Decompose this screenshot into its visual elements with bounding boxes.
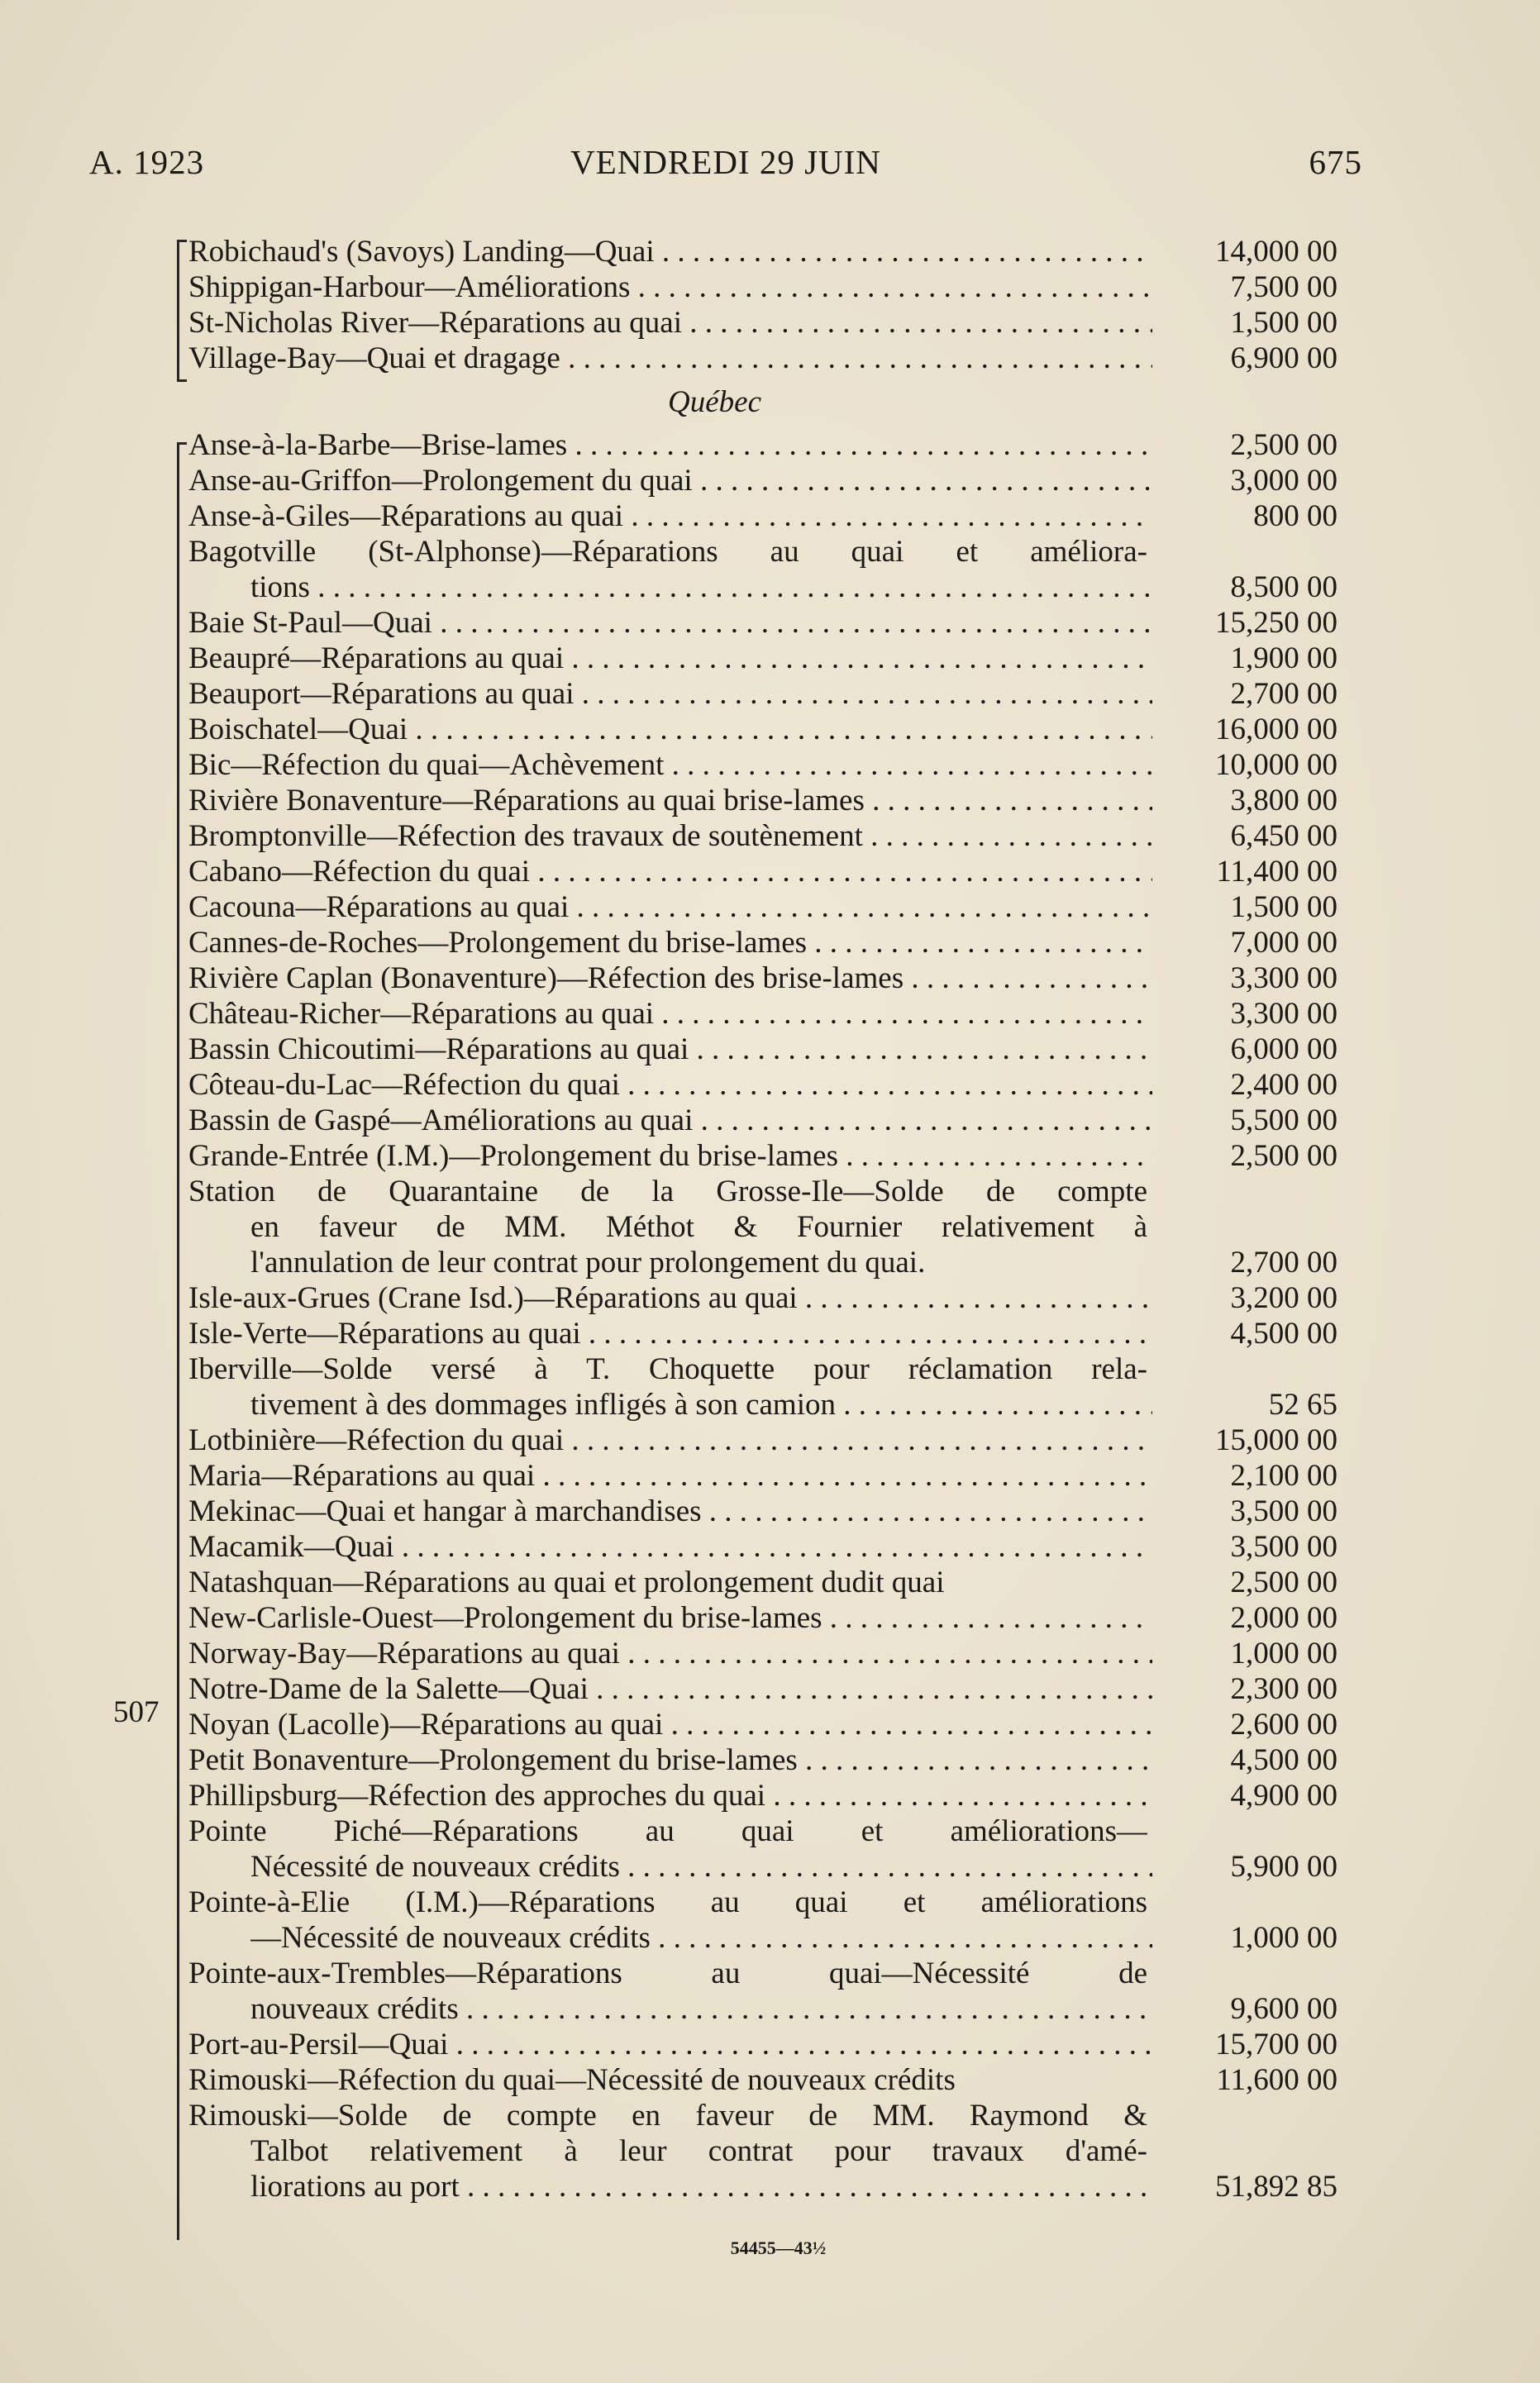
section-heading: Québec [668,385,761,419]
entry-amount: 51,892 85 [1215,2170,1337,2204]
entry-description: Bassin de Gaspé—Améliorations au quai . . . [188,1103,1152,1138]
entry-description: tivement à des dommages infligés à son camion . . . [250,1387,1152,1423]
entry-description: liorations au port . . . [250,2169,1152,2204]
entry-description: Château-Richer—Réparations au quai . . . [188,996,1152,1032]
entry-description: Pointe-à-Elie (I.M.)—Réparations au quai et améliorations [188,1885,1147,1919]
entry-row [180,341,1354,376]
entry-description: l'annulation de leur contrat pour prolongement du quai. [250,1246,926,1280]
entry-amount: 2,300 00 [1230,1672,1337,1706]
entry-amount: 15,250 00 [1215,606,1337,640]
entry-amount: 4,500 00 [1230,1317,1337,1351]
entry-amount: 2,500 00 [1230,428,1337,462]
entry-row [180,1280,1354,1316]
entry-description: Noyan (Lacolle)—Réparations au quai . . . [188,1707,1152,1742]
entry-description: Cabano—Réfection du quai . . . [188,854,1152,889]
entry-row [180,1423,1354,1458]
entry-description: Shippigan-Harbour—Améliorations . . . [188,269,1152,305]
entry-row [180,2027,1354,2062]
entry-row [180,605,1354,641]
entry-row [180,1778,1354,1813]
entry-amount: 11,600 00 [1216,2063,1337,2097]
entry-description: Pointe-aux-Trembles—Réparations au quai—Nécessité de [188,1956,1147,1990]
entry-amount: 14,000 00 [1215,235,1337,269]
bracket-top [177,240,179,382]
entry-description: Natashquan—Réparations au quai et prolongement dudit quai [188,1566,945,1599]
entry-description: Mekinac—Quai et hangar à marchandises . . . [188,1494,1152,1529]
footer-code: 54455—43½ [730,2238,827,2258]
entry-description: Beauport—Réparations au quai . . . [188,676,1152,712]
entry-row [180,1671,1354,1707]
entry-amount: 10,000 00 [1215,748,1337,782]
entry-description: Grande-Entrée (I.M.)—Prolongement du brise-lames . . . [188,1138,1152,1174]
entry-row [180,854,1354,889]
entry-description: Boischatel—Quai . . . [188,712,1152,747]
entry-amount: 3,500 00 [1230,1494,1337,1528]
entry-description: —Nécessité de nouveaux crédits . . . [250,1920,1152,1956]
bracket-main [177,442,179,2240]
entry-amount: 1,500 00 [1230,890,1337,924]
entry-description: Anse-à-Giles—Réparations au quai . . . [188,498,1152,534]
entry-amount: 3,200 00 [1230,1281,1337,1315]
entry-description: en faveur de MM. Méthot & Fournier relativement à [250,1210,1147,1244]
entry-amount: 6,900 00 [1230,341,1337,375]
entry-row [180,747,1354,783]
entry-amount: 2,500 00 [1230,1139,1337,1173]
entry-description: Baie St-Paul—Quai . . . [188,605,1152,641]
entry-amount: 2,000 00 [1230,1601,1337,1635]
entry-description: Pointe Piché—Réparations au quai et améliorations— [188,1814,1147,1848]
entry-amount: 6,450 00 [1230,819,1337,853]
entry-description: nouveaux crédits . . . [250,1991,1152,2027]
entry-row [180,1494,1354,1529]
entry-description: Beaupré—Réparations au quai . . . [188,641,1152,676]
entry-amount: 5,500 00 [1230,1103,1337,1137]
entry-row [180,1920,1354,1956]
entry-amount: 15,700 00 [1215,2028,1337,2061]
entry-row [180,1138,1354,1174]
entry-row [180,2062,1354,2098]
entry-description: Rimouski—Solde de compte en faveur de MM. Raymond & [188,2099,1147,2133]
entry-description: Maria—Réparations au quai . . . [188,1458,1152,1494]
entry-description: Cannes-de-Roches—Prolongement du brise-lames . . . [188,925,1152,960]
entry-row [180,1103,1354,1138]
entry-description: Petit Bonaventure—Prolongement du brise-lames . . . [188,1742,1152,1778]
entry-amount: 2,400 00 [1230,1068,1337,1102]
entry-row [180,1742,1354,1778]
entry-row [180,1991,1354,2027]
entry-amount: 52 65 [1268,1388,1337,1422]
entry-amount: 5,900 00 [1230,1850,1337,1884]
entry-description: Station de Quarantaine de la Grosse-Ile—Solde de compte [188,1175,1147,1208]
entry-row [180,1387,1354,1423]
entry-description: Bic—Réfection du quai—Achèvement . . . [188,747,1152,783]
entry-amount: 800 00 [1253,499,1337,533]
entry-description: New-Carlisle-Ouest—Prolongement du brise-lames . . . [188,1600,1152,1636]
entry-row [180,463,1354,498]
entry-row [180,1600,1354,1636]
entry-row [180,570,1354,605]
entry-amount: 7,000 00 [1230,926,1337,960]
entry-row [180,996,1354,1032]
entry-row [180,2098,1354,2133]
appropriation-list [180,234,1354,2204]
entry-amount: 3,300 00 [1230,997,1337,1031]
entry-description: Notre-Dame de la Salette—Quai . . . [188,1671,1152,1707]
entry-row [180,427,1354,463]
entry-amount: 11,400 00 [1216,855,1337,889]
entry-row [180,960,1354,996]
entry-amount: 15,000 00 [1215,1423,1337,1457]
page-header [89,142,1362,188]
entry-row [180,498,1354,534]
entry-amount: 2,500 00 [1230,1566,1337,1599]
entry-row [180,1458,1354,1494]
entry-amount: 2,700 00 [1230,1246,1337,1280]
entry-description: Village-Bay—Quai et dragage . . . [188,341,1152,376]
entry-amount: 4,900 00 [1230,1779,1337,1813]
entry-row [180,234,1354,269]
entry-row [180,1316,1354,1351]
entry-row [180,1565,1354,1600]
entry-amount: 1,000 00 [1230,1921,1337,1955]
entry-row [180,1245,1354,1280]
entry-description: Macamik—Quai . . . [188,1529,1152,1565]
entry-row [180,783,1354,818]
entry-row [180,1956,1354,1991]
entry-amount: 3,000 00 [1230,464,1337,498]
entry-description: Robichaud's (Savoys) Landing—Quai . . . [188,234,1152,269]
entry-row [180,1529,1354,1565]
entry-row [180,534,1354,570]
entry-row [180,305,1354,341]
year-label: A. 1923 [89,143,205,181]
entry-amount: 1,500 00 [1230,306,1337,340]
entry-description: Anse-au-Griffon—Prolongement du quai . . . [188,463,1152,498]
entry-row [180,925,1354,960]
entry-description: tions . . . [250,570,1152,605]
entry-row [180,1351,1354,1387]
entry-row [180,2133,1354,2169]
entry-amount: 2,600 00 [1230,1708,1337,1742]
entry-amount: 2,100 00 [1230,1459,1337,1493]
entry-description: Cacouna—Réparations au quai . . . [188,889,1152,925]
entry-row [180,269,1354,305]
entry-amount: 1,000 00 [1230,1637,1337,1670]
entry-description: Rimouski—Réfection du quai—Nécessité de nouveaux crédits [188,2063,956,2097]
entry-row [180,818,1354,854]
entry-row [180,1209,1354,1245]
entry-row [180,1885,1354,1920]
entry-row [180,641,1354,676]
entry-row [180,1707,1354,1742]
entry-row [180,712,1354,747]
entry-description: Anse-à-la-Barbe—Brise-lames . . . [188,427,1152,463]
entry-description: Rivière Bonaventure—Réparations au quai brise-lames . . . [188,783,1152,818]
entry-amount: 2,700 00 [1230,677,1337,711]
entry-description: Bagotville (St-Alphonse)—Réparations au quai et améliora- [188,535,1147,569]
entry-row [180,1067,1354,1103]
entry-row [180,889,1354,925]
group-number: 507 [113,1695,160,1729]
entry-amount: 7,500 00 [1230,270,1337,304]
entry-amount: 4,500 00 [1230,1743,1337,1777]
entry-row [180,676,1354,712]
entry-description: Norway-Bay—Réparations au quai . . . [188,1636,1152,1671]
entry-row [180,1174,1354,1209]
entry-description: St-Nicholas River—Réparations au quai . . . [188,305,1152,341]
entry-amount: 1,900 00 [1230,641,1337,675]
entry-description: Bassin Chicoutimi—Réparations au quai . . . [188,1032,1152,1067]
entry-amount: 9,600 00 [1230,1992,1337,2026]
page-number: 675 [1309,143,1362,181]
date-heading: VENDREDI 29 JUIN [570,143,881,181]
entry-description: Bromptonville—Réfection des travaux de soutènement . . . [188,818,1152,854]
entry-row [180,1849,1354,1885]
entry-row [180,1032,1354,1067]
entry-amount: 8,500 00 [1230,570,1337,604]
entry-description: Phillipsburg—Réfection des approches du quai . . . [188,1778,1152,1813]
entry-description: Côteau-du-Lac—Réfection du quai . . . [188,1067,1152,1103]
entry-description: Rivière Caplan (Bonaventure)—Réfection des brise-lames . . . [188,960,1152,996]
entry-amount: 3,300 00 [1230,961,1337,995]
entry-description: Lotbinière—Réfection du quai . . . [188,1423,1152,1458]
entry-amount: 16,000 00 [1215,713,1337,746]
entry-row [180,1813,1354,1849]
entry-amount: 3,800 00 [1230,784,1337,817]
entry-description: Port-au-Persil—Quai . . . [188,2027,1152,2062]
entry-description: Isle-Verte—Réparations au quai . . . [188,1316,1152,1351]
entry-description: Talbot relativement à leur contrat pour travaux d'amé- [250,2134,1147,2168]
entry-description: Isle-aux-Grues (Crane Isd.)—Réparations au quai . . . [188,1280,1152,1316]
entry-row [180,2169,1354,2204]
entry-amount: 6,000 00 [1230,1032,1337,1066]
entry-description: Nécessité de nouveaux crédits . . . [250,1849,1152,1885]
entry-row [180,1636,1354,1671]
entry-amount: 3,500 00 [1230,1530,1337,1564]
entry-description: Iberville—Solde versé à T. Choquette pour réclamation rela- [188,1352,1147,1386]
